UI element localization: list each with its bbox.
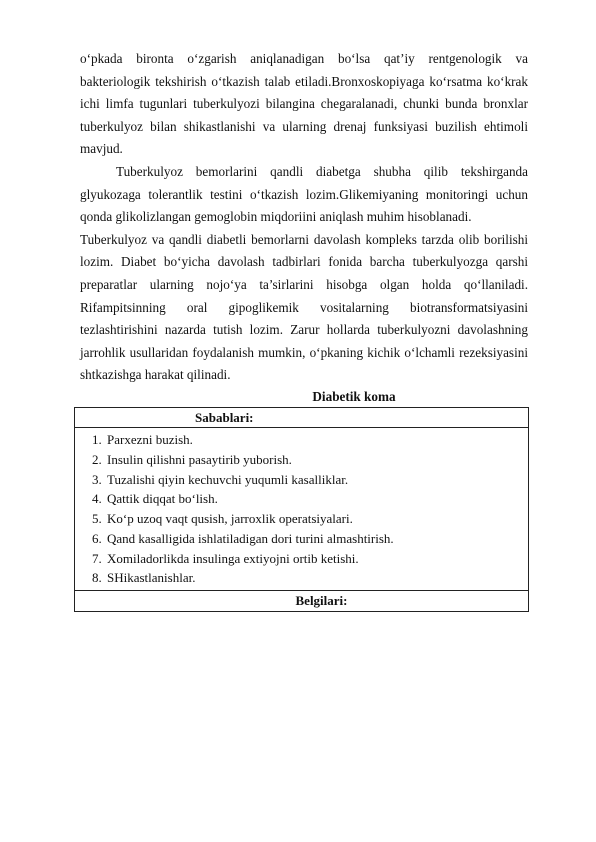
table-header-signs: Belgilari: (75, 591, 529, 612)
list-item: 8. SHikastlanishlar. (105, 568, 528, 588)
table-body-row (75, 427, 529, 590)
table-footer-row (75, 591, 529, 612)
list-item: 7. Xomiladorlikda insulinga extiyojni ortib ketishi. (105, 549, 528, 569)
section-title: Diabetik koma (312, 388, 396, 404)
table-header-row (75, 407, 529, 427)
table-body-cell (75, 427, 529, 590)
list-item: 1. Parxezni buzish. (105, 430, 528, 450)
paragraph-1: o‘pkada bironta o‘zgarish aniqlanadigan bo‘lsa qat’iy rentgenologik va bakteriologik tekshirish o‘tkazish talab etiladi.Bronxoskopiyaga ko‘rsatma ko‘krak ichi limfa tugunlari tuberkulyozi bilangina chegaralanadi, chunki bunda bronxlar tuberkulyoz bilan shikastlanishi va ularning drenaj funksiyasi buzilish ehtimoli mavjud. (80, 51, 528, 157)
list-item: 4. Qattik diqqat bo‘lish. (105, 489, 528, 509)
causes-list (75, 430, 528, 588)
causes-table (74, 407, 529, 612)
list-item: 5. Ko‘p uzoq vaqt qusish, jarroxlik operatsiyalari. (105, 509, 528, 529)
list-item: 2. Insulin qilishni pasaytirib yuborish. (105, 450, 528, 470)
table-header-causes: Sabablari: (75, 407, 529, 427)
document-page (80, 48, 528, 612)
list-item: 6. Qand kasalligida ishlatiladigan dori turini almashtirish. (105, 529, 528, 549)
paragraph-3: Tuberkulyoz va qandli diabetli bemorlarni davolash kompleks tarzda olib borilishi lozim. Diabet bo‘yicha davolash tadbirlari fonida barcha tuberkulyozga qarshi preparatlar ularning nojo‘ya ta’sirlarini hisobga olgan holda qo‘llaniladi. Rifampitsinning oral gipoglikemik vositalarning biotransformatsiyasini tezlashtirishini nazarda tutish lozim. Zarur hollarda tuberkulyozni davolashning jarrohlik usullaridan foydalanish mumkin, o‘pkaning kichik o‘lchamli rezeksiyasini shtkazishga harakat qilinadi. (80, 231, 528, 383)
paragraph-2: Tuberkulyoz bemorlarini qandli diabetga shubha qilib tekshirganda glyukozaga tolerantlik testini o‘tkazish lozim.Glikemiyaning monitoringi uchun qonda glikolizlangan gemoglobin miqdoriini aniqlash muhim hisoblanadi. (80, 163, 528, 225)
list-item: 3. Tuzalishi qiyin kechuvchi yuqumli kasalliklar. (105, 470, 528, 490)
